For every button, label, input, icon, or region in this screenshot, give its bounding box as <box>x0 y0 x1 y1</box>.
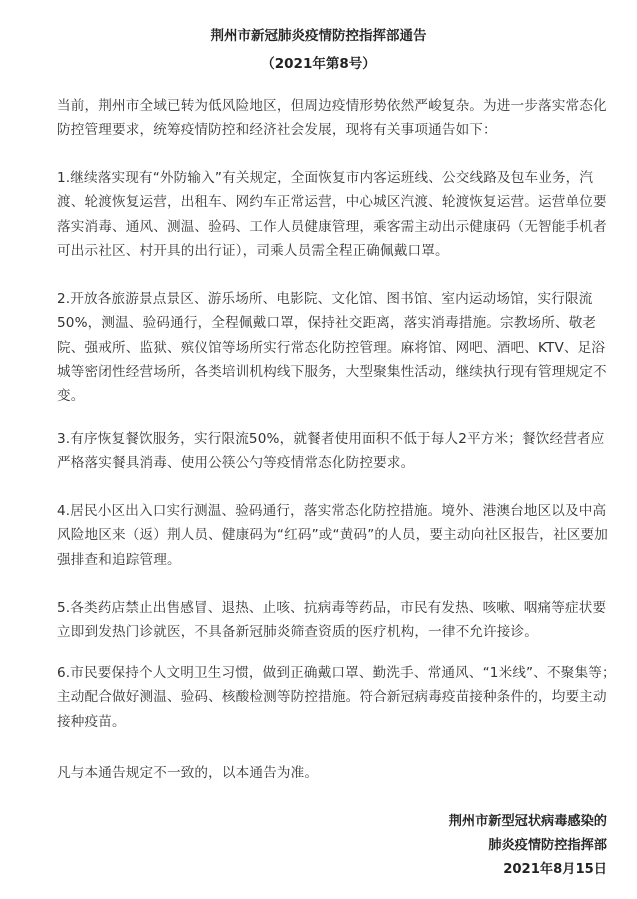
notice-title: 荆州市新冠肺炎疫情防控指挥部通告 <box>210 28 427 44</box>
notice-number: （2021年第8号） <box>261 56 376 72</box>
intro-paragraph: 当前，荆州市全域已转为低风险地区，但周边疫情形势依然严峻复杂。为进一步落实常态化防控管理要求，统筹疫情防控和经济社会发展，现将有关事项通告如下： <box>57 98 607 139</box>
signature-org-line-1: 荆州市新型冠状病毒感染的 <box>448 814 607 829</box>
item-2-paragraph: 2.开放各旅游景点景区、游乐场所、电影院、文化馆、图书馆、室内运动场馆，实行限流50%，测温、验码通行，全程佩戴口罩，保持社交距离，落实消毒措施。宗教场所、敬老院、强戒所、监狱、殡仪馆等场所实行常态化防控管理。麻将馆、网吧、酒吧、KTV、足浴城等密闭性经营场所，各类培训机构线下服务，大型聚集性活动，继续执行现有管理规定不变。 <box>57 291 607 405</box>
item-5-paragraph: 5.各类药店禁止出售感冒、退热、止咳、抗病毒等药品，市民有发热、咳嗽、咽痛等症状要立即到发热门诊就医，不具备新冠肺炎筛查资质的医疗机构，一律不允许接诊。 <box>57 600 607 641</box>
item-3-paragraph: 3.有序恢复餐饮服务，实行限流50%，就餐者使用面积不低于每人2平方米；餐饮经营者应严格落实餐具消毒、使用公筷公勺等疫情常态化防控要求。 <box>57 431 605 472</box>
signature-org-line-2: 肺炎疫情防控指挥部 <box>488 838 607 853</box>
item-1-paragraph: 1.继续落实现有“外防输入”有关规定，全面恢复市内客运班线、公交线路及包车业务，汽渡、轮渡恢复运营，出租车、网约车正常运营，中心城区汽渡、轮渡恢复运营。运营单位要落实消毒、通风、测温、验码、工作人员健康管理，乘客需主动出示健康码（无智能手机者可出示社区、村开具的出行证），司乘人员需全程正确佩戴口罩。 <box>57 170 607 259</box>
closing-paragraph: 凡与本通告规定不一致的，以本通告为准。 <box>57 765 319 781</box>
signature-date: 2021年8月15日 <box>503 862 607 877</box>
item-4-paragraph: 4.居民小区出入口实行测温、验码通行，落实常态化防控措施。境外、港澳台地区以及中高风险地区来（返）荆人员、健康码为“红码”或“黄码”的人员，要主动向社区报告，社区要加强排查和追踪管理。 <box>57 503 609 568</box>
item-6-paragraph: 6.市民要保持个人文明卫生习惯，做到正确戴口罩、勤洗手、常通风、“1米线”、不聚集等；主动配合做好测温、验码、核酸检测等防控措施。符合新冠病毒疫苗接种条件的，均要主动接种疫苗。 <box>57 665 616 730</box>
